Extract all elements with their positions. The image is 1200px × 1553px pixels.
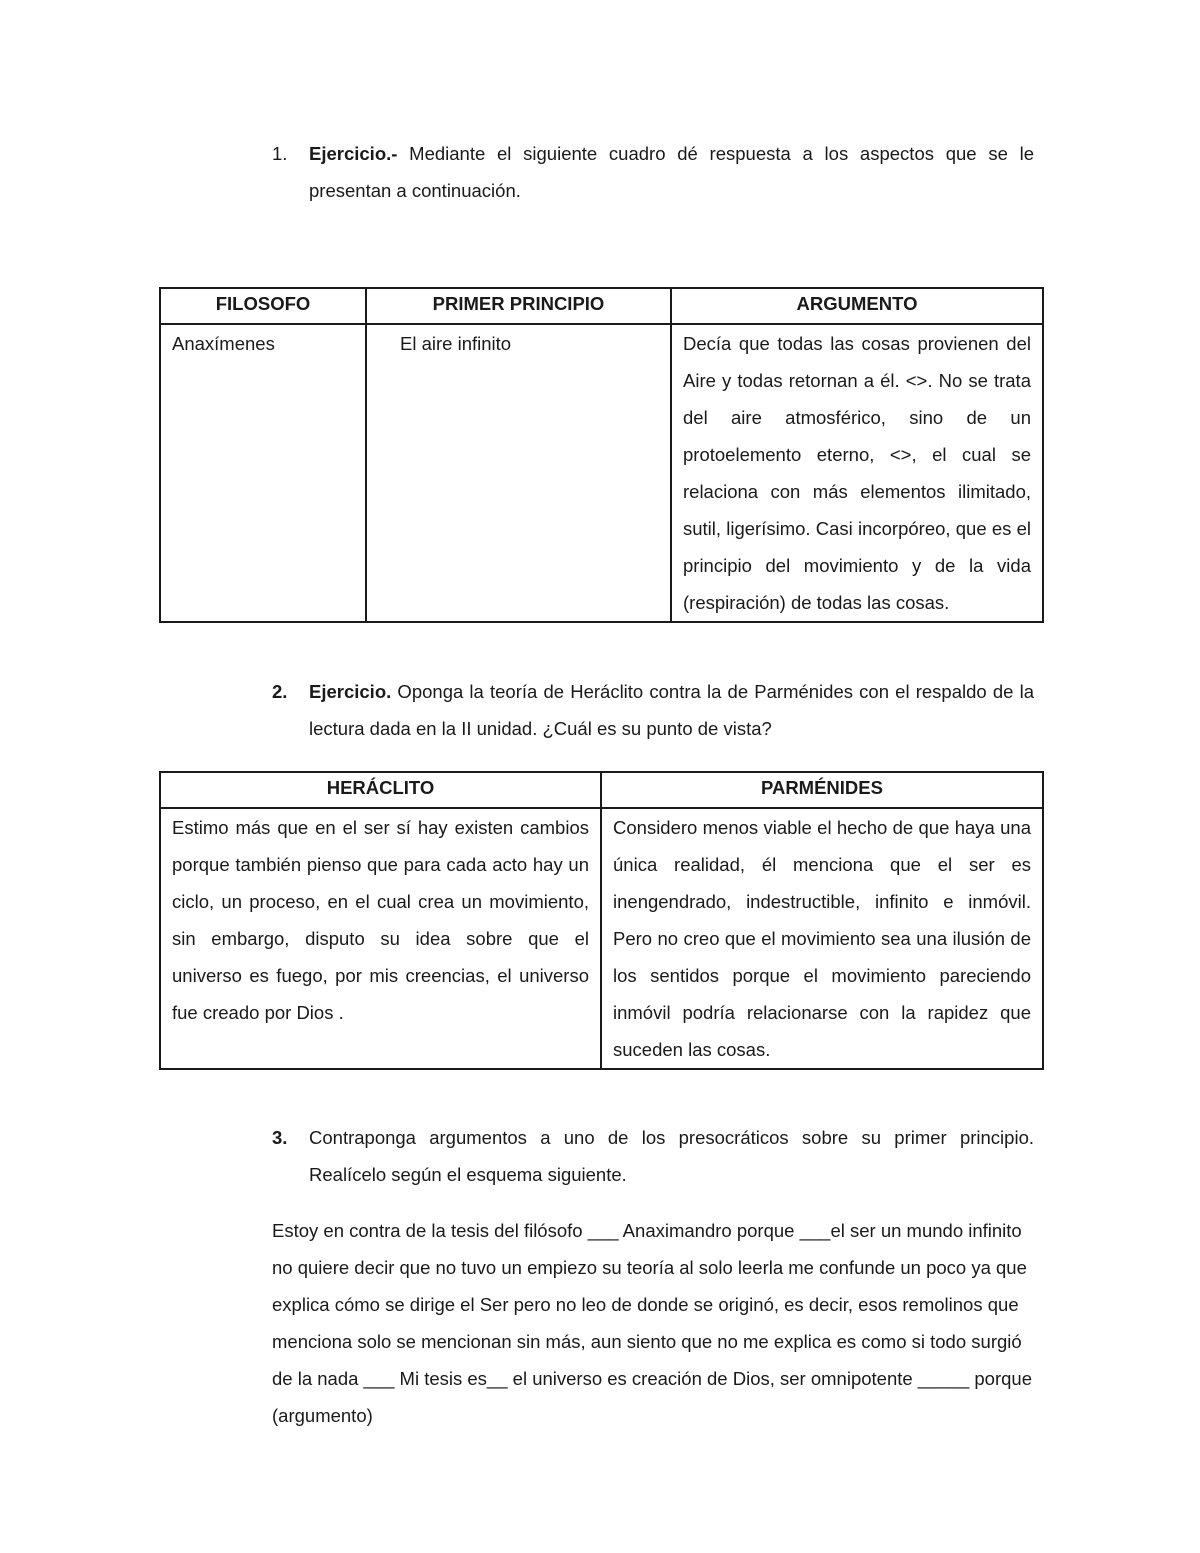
table-row — [160, 324, 1043, 622]
exercise-3-text: Contraponga argumentos a uno de los presocráticos sobre su primer principio. Realícelo según el esquema siguiente. — [309, 1127, 1034, 1185]
table-row — [160, 808, 1043, 1069]
exercise-1-number: 1. — [272, 143, 288, 164]
heraclito-parmenides-table — [159, 771, 1044, 1070]
header-primer-principio: PRIMER PRINCIPIO — [366, 288, 671, 324]
header-parmenides: PARMÉNIDES — [601, 772, 1043, 808]
exercise-1 — [272, 135, 1034, 209]
header-heraclito: HERÁCLITO — [160, 772, 601, 808]
cell-parmenides: Considero menos viable el hecho de que haya una única realidad, él menciona que el ser es inengendrado, indestructible, infinito e inmóvil. Pero no creo que el movimiento sea una ilusión de los sentidos porque el movimiento pareciendo inmóvil podría relacionarse con la rapidez que suceden las cosas. — [601, 808, 1043, 1069]
exercise-2-text: Oponga la teoría de Heráclito contra la de Parménides con el respaldo de la lectura dada en la II unidad. ¿Cuál es su punto de vista? — [309, 681, 1034, 739]
exercise-1-text: Mediante el siguiente cuadro dé respuesta a los aspectos que se le presentan a continuación. — [309, 143, 1034, 201]
exercise-2 — [272, 673, 1034, 747]
exercise-1-title: Ejercicio.- — [309, 143, 398, 164]
cell-argumento: Decía que todas las cosas provienen del Aire y todas retornan a él. <>. No se trata del aire atmosférico, sino de un protoelemento eterno, <>, el cual se relaciona con más elementos ilimitado, sutil, ligerísimo. Casi incorpóreo, que es el principio del movimiento y de la vida (respiración) de todas las cosas. — [671, 324, 1043, 622]
header-argumento: ARGUMENTO — [671, 288, 1043, 324]
answer-3-paragraph: Estoy en contra de la tesis del filósofo ___ Anaximandro porque ___el ser un mundo infinito no quiere decir que no tuvo un empiezo su teoría al solo leerla me confunde un poco ya que explica cómo se dirige el Ser pero no leo de donde se originó, es decir, esos remolinos que menciona solo se mencionan sin más, aun siento que no me explica es como si todo surgió de la nada ___ Mi tesis es__ el universo es creación de Dios, ser omnipotente _____ porque (argumento) — [272, 1220, 1032, 1426]
exercise-2-number: 2. — [272, 681, 288, 702]
comparison-table-header — [160, 772, 1043, 808]
exercise-2-title: Ejercicio. — [309, 681, 392, 702]
exercise-3-number: 3. — [272, 1127, 288, 1148]
cell-primer-principio: El aire infinito — [366, 324, 671, 622]
cell-heraclito: Estimo más que en el ser sí hay existen cambios porque también pienso que para cada acto hay un ciclo, un proceso, en el cual crea un movimiento, sin embargo, disputo su idea sobre que el universo es fuego, por mis creencias, el universo fue creado por Dios . — [160, 808, 601, 1069]
answer-3 — [272, 1212, 1034, 1434]
exercise-1-body — [309, 135, 1034, 209]
header-filosofo: FILOSOFO — [160, 288, 366, 324]
exercise-3 — [272, 1119, 1034, 1193]
exercise-2-body — [309, 673, 1034, 747]
philosopher-table-header — [160, 288, 1043, 324]
cell-filosofo: Anaxímenes — [160, 324, 366, 622]
philosopher-table — [159, 287, 1044, 623]
